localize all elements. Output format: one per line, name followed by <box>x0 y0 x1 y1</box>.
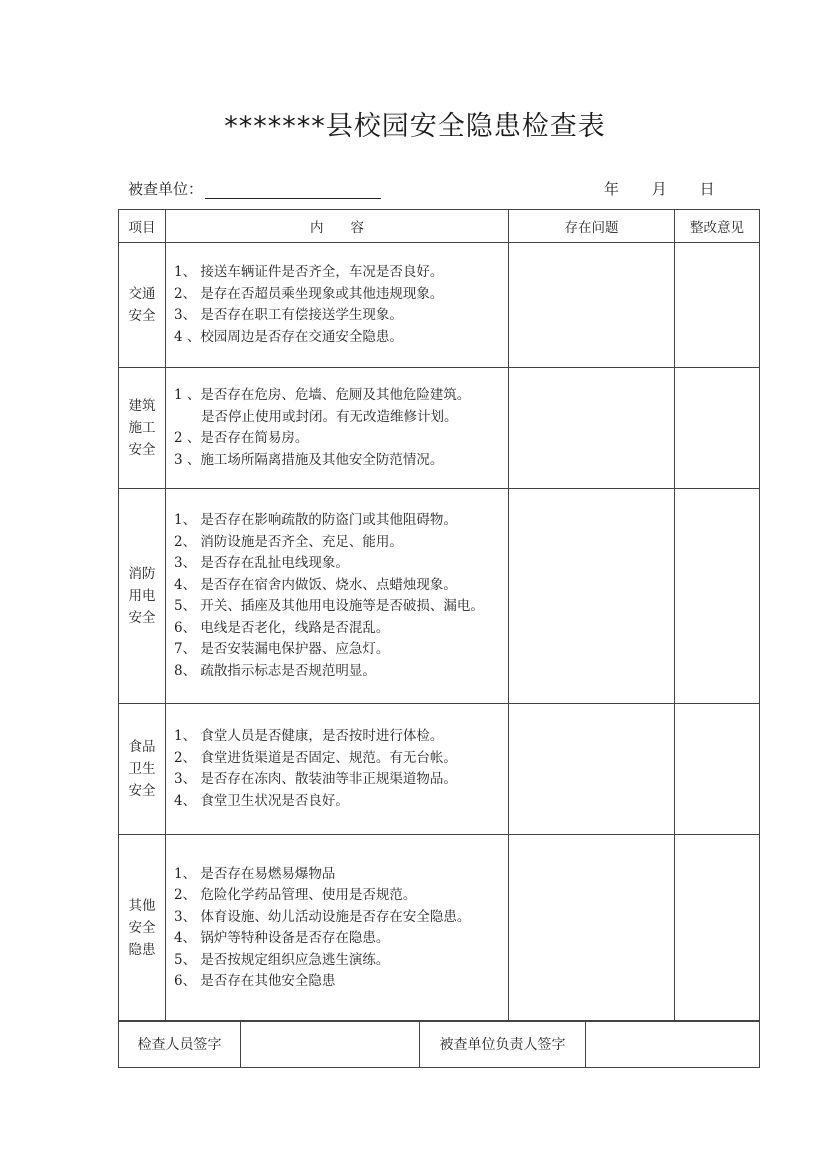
category-line: 消防 <box>128 566 156 582</box>
list-item: 是否停止使用或封闭。有无改造维修计划。 <box>174 408 458 425</box>
list-item: 5、 是否按规定组织应急逃生演练。 <box>174 951 390 968</box>
list-item: 7、 是否安装漏电保护器、应急灯。 <box>174 641 390 657</box>
list-item: 2、 危险化学药品管理、使用是否规范。 <box>174 887 417 903</box>
category-line: 施工 <box>128 420 156 436</box>
list-item: 4、 是否存在宿舍内做饭、烧水、点蜡烛现象。 <box>174 576 457 593</box>
issues-cell[interactable] <box>509 704 675 835</box>
category-line: 安全 <box>128 308 156 324</box>
column-header-item: 项目 <box>119 210 166 243</box>
category-line: 交通 <box>128 286 156 302</box>
table-row-construction-safety <box>119 368 760 489</box>
table-row-traffic-safety <box>119 243 760 368</box>
list-item: 6、 是否存在其他安全隐患 <box>174 973 336 989</box>
table-row-fire-electric-safety <box>119 489 760 704</box>
list-item: 3、 体育设施、幼儿活动设施是否存在安全隐患。 <box>174 908 471 925</box>
list-item: 4 、校园周边是否存在交通安全隐患。 <box>174 328 403 345</box>
category-traffic-safety <box>119 243 166 368</box>
list-item: 3、 是否存在乱扯电线现象。 <box>174 555 349 571</box>
category-food-hygiene-safety <box>119 704 166 835</box>
table-row-food-hygiene-safety <box>119 704 760 835</box>
list-item: 5、 开关、插座及其他用电设施等是否破损、漏电。 <box>174 598 484 614</box>
list-item: 4、 锅炉等特种设备是否存在隐患。 <box>174 930 390 946</box>
issues-cell[interactable] <box>509 835 675 1022</box>
list-item: 2、 是存在否超员乘坐现象或其他违规现象。 <box>174 285 444 302</box>
category-line: 安全 <box>128 783 156 799</box>
date-field <box>604 178 715 199</box>
category-line: 建筑 <box>128 398 156 414</box>
list-item: 1、 是否存在易燃易爆物品 <box>174 865 336 882</box>
category-line: 其他 <box>128 898 156 914</box>
category-line: 卫生 <box>128 761 156 777</box>
column-header-rectification: 整改意见 <box>675 210 760 243</box>
month-label: 月 <box>651 180 667 198</box>
rectification-cell[interactable] <box>675 835 760 1022</box>
list-item: 6、 电线是否老化，线路是否混乱。 <box>174 619 390 636</box>
inspected-unit-blank[interactable] <box>205 182 381 199</box>
category-other-hazards <box>119 835 166 1022</box>
table-header-row <box>119 210 760 243</box>
content-fire-electric-safety <box>166 489 509 704</box>
unit-head-signature-field[interactable] <box>586 1021 760 1068</box>
rectification-cell[interactable] <box>675 243 760 368</box>
signature-table <box>118 1020 760 1068</box>
content-food-hygiene-safety <box>166 704 509 835</box>
category-line: 安全 <box>128 920 156 936</box>
inspector-signature-label: 检查人员签字 <box>119 1021 241 1068</box>
list-item: 4、 食堂卫生状况是否良好。 <box>174 792 349 809</box>
issues-cell[interactable] <box>509 368 675 489</box>
issues-cell[interactable] <box>509 243 675 368</box>
content-construction-safety <box>166 368 509 489</box>
page-title: *******县校园安全隐患检查表 <box>224 111 606 142</box>
list-item: 3、 是否存在冻肉、散装油等非正规渠道物品。 <box>174 771 457 787</box>
list-item: 1、 接送车辆证件是否齐全，车况是否良好。 <box>174 264 444 280</box>
category-line: 用电 <box>128 588 156 604</box>
column-header-content: 内 容 <box>166 210 509 243</box>
content-traffic-safety <box>166 243 509 368</box>
rectification-cell[interactable] <box>675 489 760 704</box>
category-line: 食品 <box>128 739 156 755</box>
category-construction-safety <box>119 368 166 489</box>
list-item: 2 、是否存在简易房。 <box>174 430 309 446</box>
category-line: 隐患 <box>128 942 156 958</box>
list-item: 3 、施工场所隔离措施及其他安全防范情况。 <box>174 451 444 468</box>
table-row-other-hazards <box>119 835 760 1022</box>
list-item: 2、 消防设施是否齐全、充足、能用。 <box>174 533 403 550</box>
list-item: 2、 食堂进货渠道是否固定、规范。有无台帐。 <box>174 749 457 766</box>
issues-cell[interactable] <box>509 489 675 704</box>
category-fire-electric-safety <box>119 489 166 704</box>
inspector-signature-field[interactable] <box>241 1021 420 1068</box>
day-label: 日 <box>699 180 715 198</box>
year-label: 年 <box>604 180 620 198</box>
inspected-unit-field <box>128 178 381 199</box>
column-header-issues: 存在问题 <box>509 210 675 243</box>
unit-head-signature-label: 被查单位负责人签字 <box>420 1021 586 1068</box>
list-item: 1 、是否存在危房、危墙、危厕及其他危险建筑。 <box>174 387 471 403</box>
list-item: 1、 食堂人员是否健康，是否按时进行体检。 <box>174 728 444 744</box>
signature-row <box>119 1021 760 1068</box>
rectification-cell[interactable] <box>675 368 760 489</box>
list-item: 3、 是否存在职工有偿接送学生现象。 <box>174 307 403 323</box>
category-line: 安全 <box>128 610 156 626</box>
rectification-cell[interactable] <box>675 704 760 835</box>
content-other-hazards <box>166 835 509 1022</box>
inspected-unit-label: 被查单位： <box>128 180 204 198</box>
list-item: 8、 疏散指示标志是否规范明显。 <box>174 662 376 679</box>
category-line: 安全 <box>128 442 156 458</box>
inspection-table <box>118 209 760 1022</box>
list-item: 1、 是否存在影响疏散的防盗门或其他阻碍物。 <box>174 512 457 528</box>
